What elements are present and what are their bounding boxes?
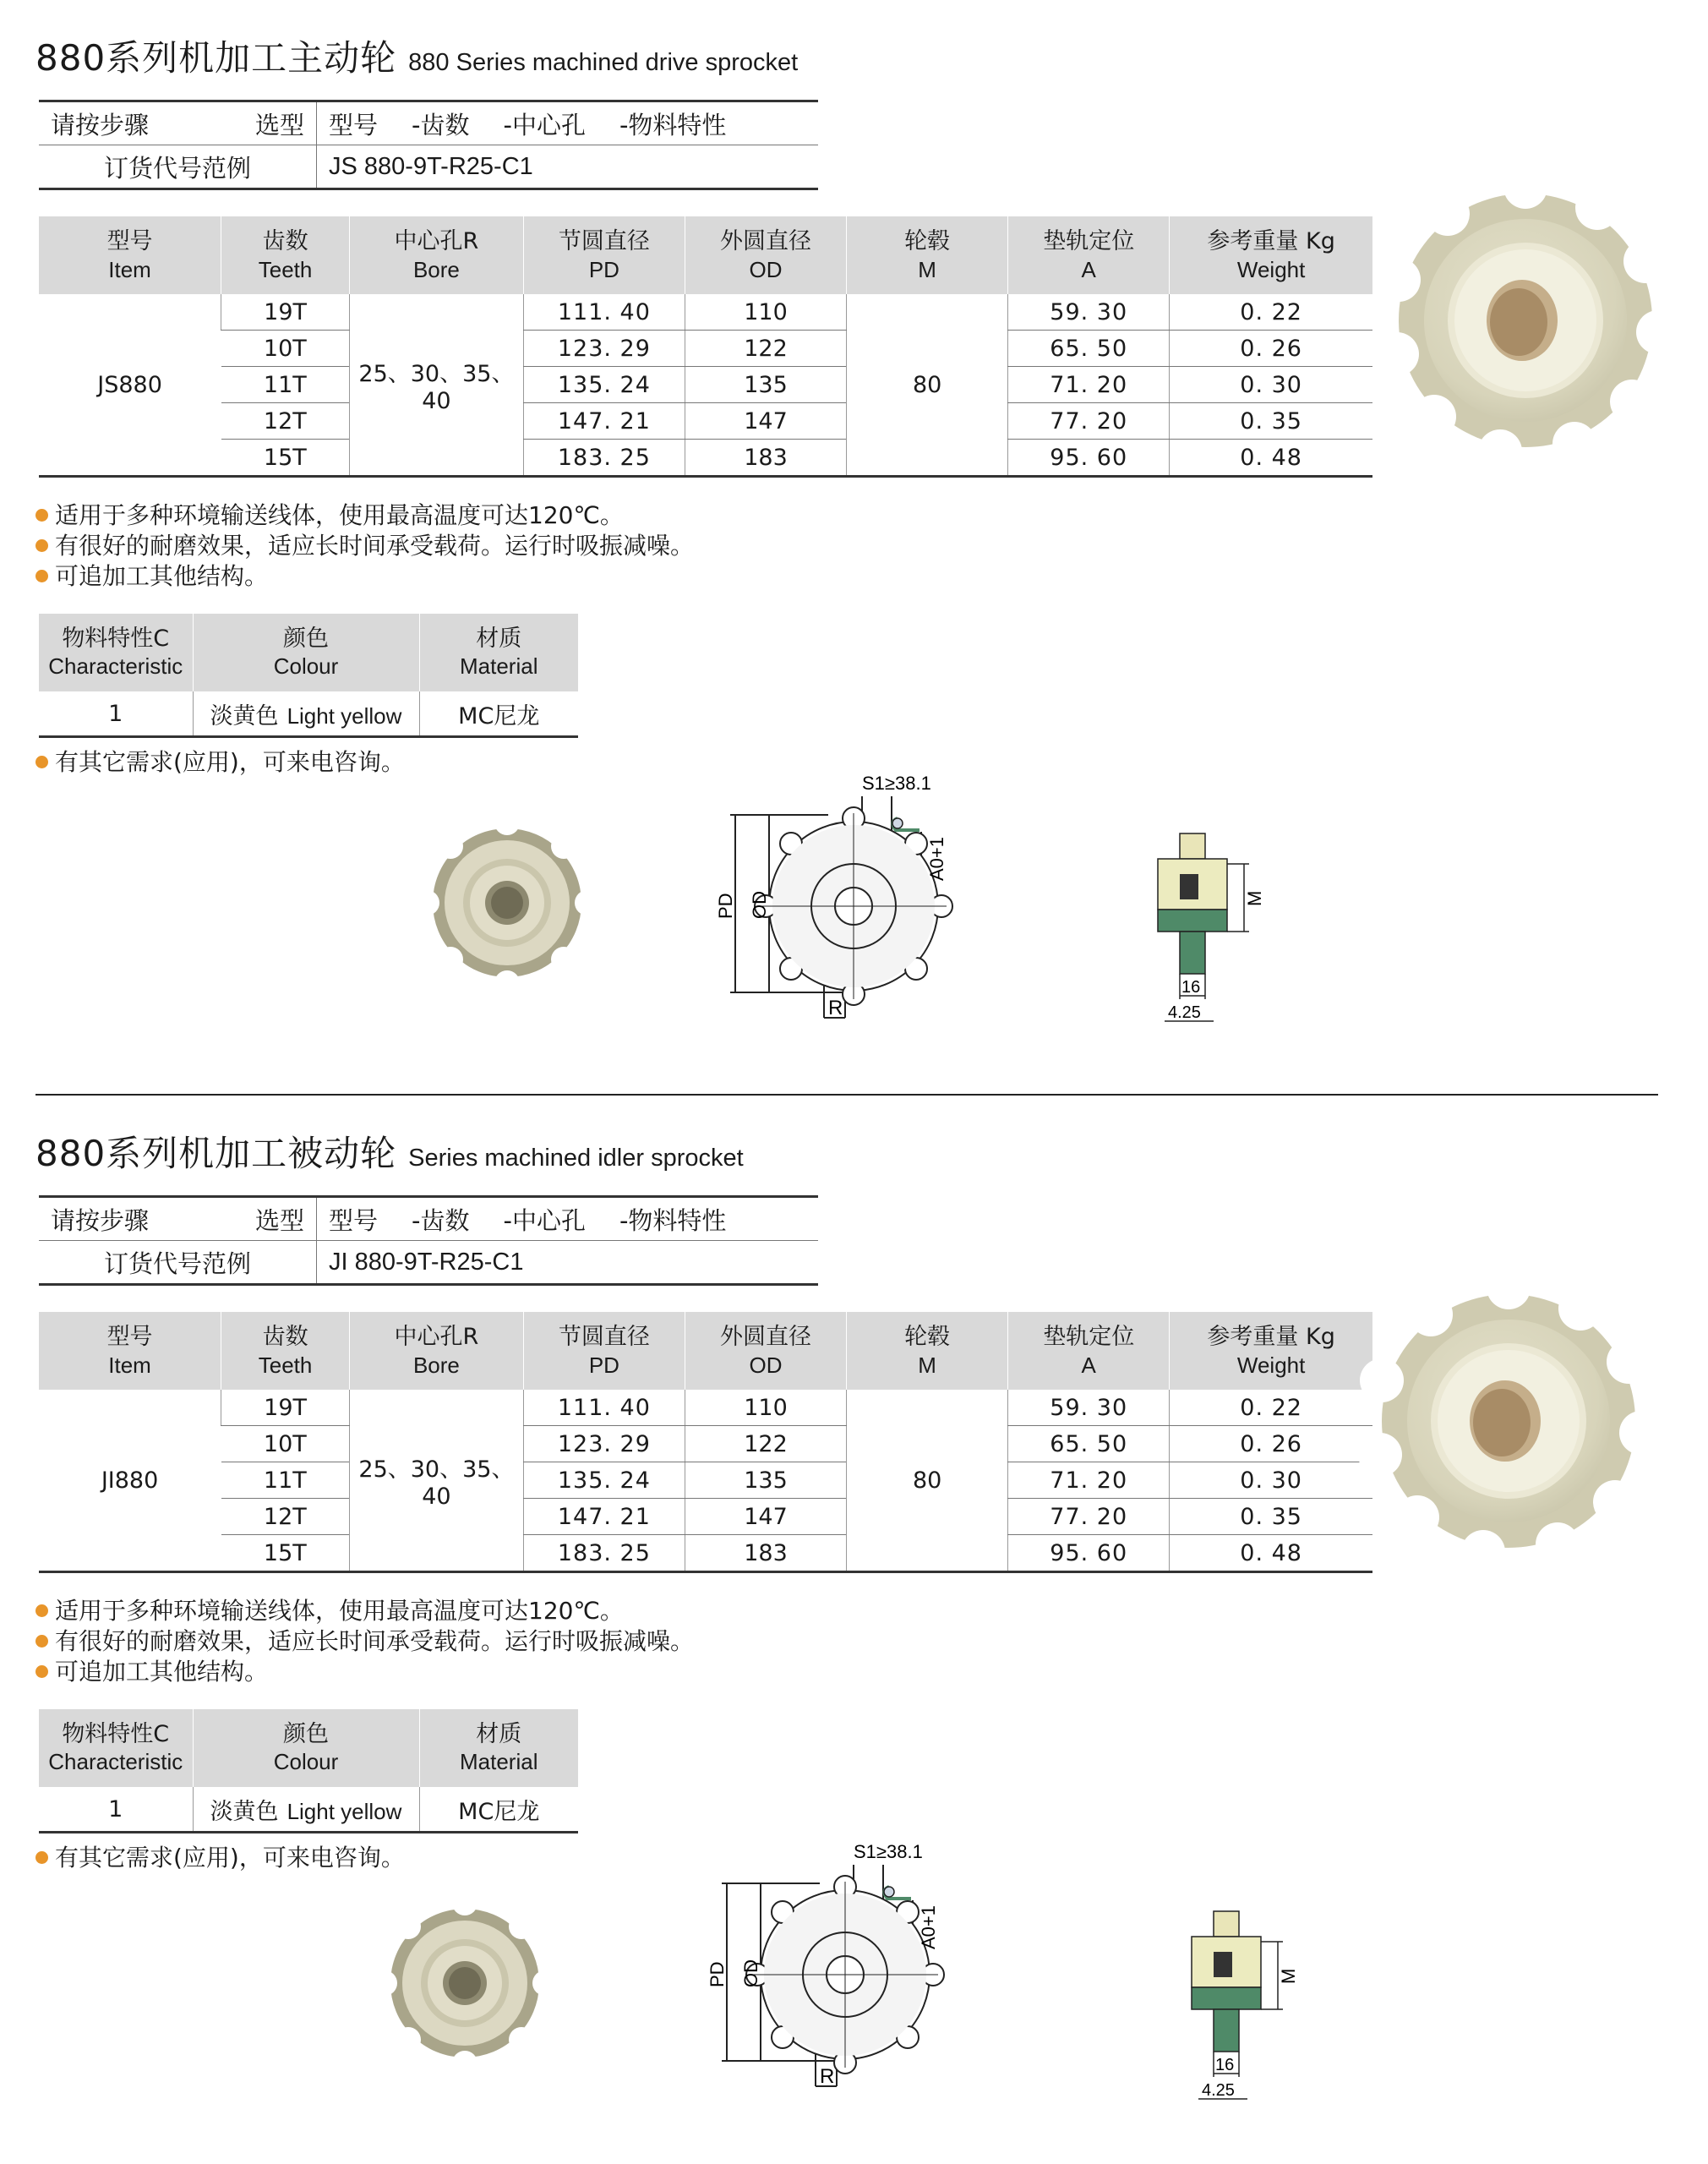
r-label: R <box>820 2065 835 2088</box>
bullet-icon <box>35 1635 48 1648</box>
a0-label: A0+1 <box>926 837 947 881</box>
contact-note: 有其它需求(应用)，可来电咨询。 <box>35 1839 405 1873</box>
od-label: OD <box>749 891 770 919</box>
table-row: 12T 147. 21 147 77. 20 0. 35 <box>39 1499 1372 1535</box>
a0-label: A0+1 <box>918 1905 939 1949</box>
spec-header-row: 型号 Item 齿数 Teeth 中心孔R Bore 节圆直径 PD 外圆直径 OD 轮毂 M 垫轨定位 A 参考重量 Kg Weight <box>39 1312 1372 1390</box>
order-example-label: 订货代号范例 <box>103 153 251 183</box>
s1-label: S1≥38.1 <box>862 773 931 794</box>
od-label: OD <box>740 1959 761 1987</box>
bullet-icon <box>35 570 48 582</box>
sprocket-render <box>423 818 592 987</box>
m-label: M <box>1244 890 1265 906</box>
step-characteristic: -物料特性 <box>619 1205 727 1235</box>
table-row: 12T 147. 21 147 77. 20 0. 35 <box>39 403 1372 440</box>
material-table: 物料特性C Characteristic 颜色 Colour 材质 Material 1 淡黄色 Light yellow MC尼龙 <box>39 1709 578 1833</box>
width-425-label: 4.25 <box>1168 1003 1201 1022</box>
m-label: M <box>1278 1968 1299 1984</box>
table-row: 15T 183. 25 183 95. 60 0. 48 <box>39 1535 1372 1572</box>
step-teeth: -齿数 <box>412 1205 470 1235</box>
sprocket-photo <box>1369 1273 1648 1569</box>
order-example-code: JI 880-9T-R25-C1 <box>317 1241 819 1285</box>
step-bore: -中心孔 <box>503 1205 586 1235</box>
table-row: JS880 19T 25、30、35、40 111. 40 110 80 59. 30 0. 22 <box>39 294 1372 331</box>
section-title <box>35 30 798 81</box>
note-item: 有很好的耐磨效果，适应长时间承受载荷。运行时吸振减噪。 <box>35 531 694 561</box>
order-select-label: 选型 <box>254 110 304 139</box>
order-example-label: 订货代号范例 <box>103 1249 251 1278</box>
order-select-label: 选型 <box>254 1205 304 1235</box>
item-cell: JI880 <box>39 1390 221 1572</box>
idler-sprocket-section <box>0 1096 1708 2164</box>
table-row: 1 淡黄色 Light yellow MC尼龙 <box>39 1787 578 1833</box>
order-steps-label: 请按步骤 <box>51 110 150 139</box>
item-cell: JS880 <box>39 294 221 477</box>
width-425-label: 4.25 <box>1202 2081 1235 2100</box>
note-item: 有很好的耐磨效果，适应长时间承受载荷。运行时吸振减噪。 <box>35 1626 694 1657</box>
feature-notes <box>35 1596 694 1687</box>
bullet-icon <box>35 1851 48 1864</box>
bullet-icon <box>35 1665 48 1678</box>
order-steps <box>317 1197 819 1241</box>
bullet-icon <box>35 539 48 552</box>
side-view-diagram <box>1149 825 1268 1062</box>
step-bore: -中心孔 <box>503 110 586 139</box>
hub-cell: 80 <box>847 294 1008 477</box>
bullet-icon <box>35 509 48 522</box>
table-row: 10T 123. 29 122 65. 50 0. 26 <box>39 1426 1372 1462</box>
step-teeth: -齿数 <box>412 110 470 139</box>
spec-table <box>39 216 1372 478</box>
table-row: 10T 123. 29 122 65. 50 0. 26 <box>39 331 1372 367</box>
bore-cell: 25、30、35、40 <box>350 1390 524 1572</box>
material-table: 物料特性C Characteristic 颜色 Colour 材质 Material 1 淡黄色 Light yellow MC尼龙 <box>39 614 578 738</box>
pd-label: PD <box>715 893 736 919</box>
spec-table <box>39 1312 1372 1573</box>
front-view-diagram <box>707 1839 989 2118</box>
note-item: 适用于多种环境输送线体，使用最高温度可达120℃。 <box>35 1596 694 1626</box>
step-characteristic: -物料特性 <box>619 110 727 139</box>
width-16-label: 16 <box>1215 2056 1235 2074</box>
r-label: R <box>828 997 843 1019</box>
step-item: 型号 <box>329 110 379 139</box>
table-row: 1 淡黄色 Light yellow MC尼龙 <box>39 691 578 737</box>
note-item: 适用于多种环境输送线体，使用最高温度可达120℃。 <box>35 500 694 531</box>
order-steps <box>317 101 819 145</box>
s1-label: S1≥38.1 <box>854 1841 923 1862</box>
table-row: 15T 183. 25 183 95. 60 0. 48 <box>39 440 1372 477</box>
contact-note: 有其它需求(应用)，可来电咨询。 <box>35 744 405 778</box>
title-en: 880 Series machined drive sprocket <box>408 49 799 76</box>
table-row: 11T 135. 24 135 71. 20 0. 30 <box>39 367 1372 403</box>
front-view-diagram <box>715 771 997 1050</box>
feature-notes <box>35 500 694 592</box>
side-view-diagram <box>1183 1903 1301 2139</box>
table-row: JI880 19T 25、30、35、40 111. 40 110 80 59. 30 0. 22 <box>39 1390 1372 1426</box>
step-item: 型号 <box>329 1205 379 1235</box>
order-steps-label: 请按步骤 <box>51 1205 150 1235</box>
bullet-icon <box>35 1604 48 1617</box>
sprocket-render <box>380 1899 549 2068</box>
table-row: 11T 135. 24 135 71. 20 0. 30 <box>39 1462 1372 1499</box>
hub-cell: 80 <box>847 1390 1008 1572</box>
section-title <box>35 1126 744 1177</box>
width-16-label: 16 <box>1181 978 1201 997</box>
bore-cell: 25、30、35、40 <box>350 294 524 477</box>
title-cn: 880系列机加工主动轮 <box>35 37 397 79</box>
sprocket-photo <box>1386 172 1665 468</box>
title-cn: 880系列机加工被动轮 <box>35 1133 397 1174</box>
bullet-icon <box>35 756 48 768</box>
pd-label: PD <box>707 1961 728 1987</box>
note-item: 可追加工其他结构。 <box>35 1657 694 1687</box>
spec-header-row: 型号 Item 齿数 Teeth 中心孔R Bore 节圆直径 PD 外圆直径 OD 轮毂 M 垫轨定位 A 参考重量 Kg Weight <box>39 216 1372 294</box>
order-example-code: JS 880-9T-R25-C1 <box>317 145 819 189</box>
order-step-table <box>39 100 818 190</box>
note-item: 可追加工其他结构。 <box>35 561 694 592</box>
title-en: Series machined idler sprocket <box>408 1145 744 1172</box>
order-step-table <box>39 1195 818 1286</box>
